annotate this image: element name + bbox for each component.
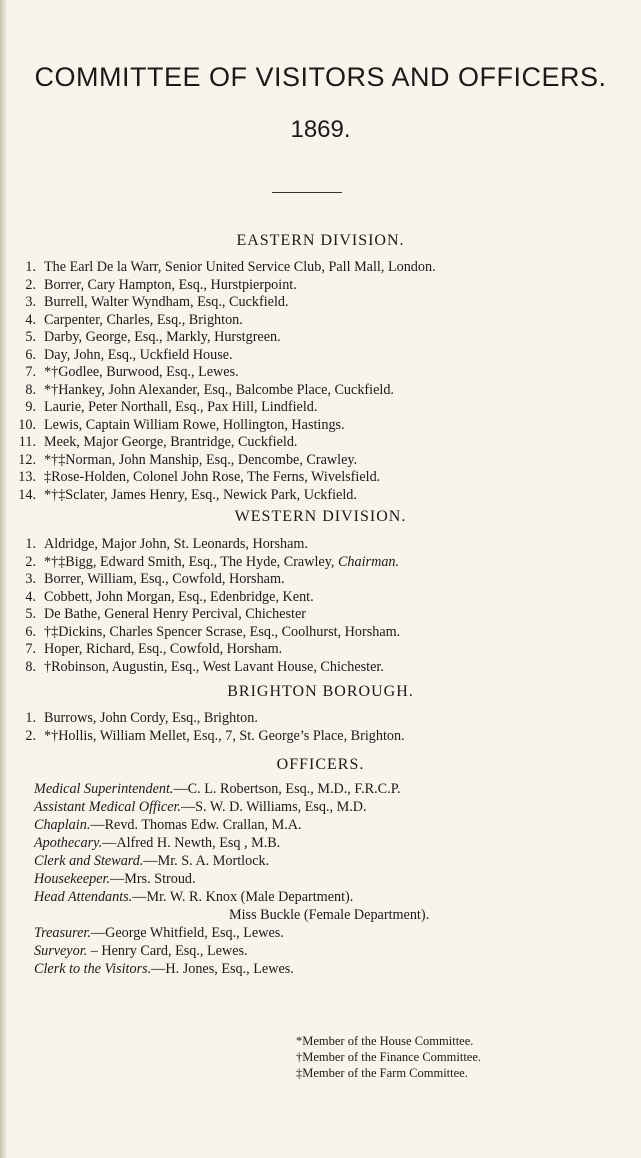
footnotes [296, 1033, 481, 1081]
officer-row [34, 834, 631, 852]
officer-row [34, 906, 631, 924]
item-number: 6. [25, 346, 36, 363]
officer-row [34, 852, 631, 870]
eastern-list-item [14, 382, 631, 400]
officer-name: —Mrs. Stroud. [110, 871, 196, 887]
eastern-list-item [14, 259, 631, 277]
officer-role: Head Attendants. [34, 889, 133, 905]
item-text: †‡Dickins, Charles Spencer Scrase, Esq., Coolhurst, Horsham. [44, 623, 401, 640]
page-title: COMMITTEE OF VISITORS AND OFFICERS. [34, 62, 607, 92]
item-text: Cobbett, John Morgan, Esq., Edenbridge, Kent. [44, 588, 314, 605]
item-number: 12. [18, 451, 36, 468]
officer-row [34, 924, 631, 942]
officer-name: Miss Buckle (Female Department). [229, 907, 430, 923]
item-text: Day, John, Esq., Uckfield House. [44, 346, 233, 363]
item-number: 10. [18, 416, 36, 433]
item-text: Borrer, William, Esq., Cowfold, Horsham. [44, 571, 285, 587]
eastern-list-item [14, 487, 631, 505]
eastern-list-item [14, 312, 631, 330]
item-text: Laurie, Peter Northall, Esq., Pax Hill, Lindfield. [44, 399, 318, 415]
item-text: Aldridge, Major John, St. Leonards, Horsham. [44, 536, 309, 552]
western-list-item [14, 641, 631, 659]
item-text: *†‡Norman, John Manship, Esq., Dencombe, Crawley. [44, 451, 358, 468]
officer-role: Clerk and Steward. [34, 853, 144, 869]
brighton-borough-heading: BRIGHTON BOROUGH. [227, 683, 414, 700]
item-number: 9. [25, 399, 36, 415]
eastern-division-heading: EASTERN DIVISION. [236, 232, 405, 249]
item-number: 2. [25, 727, 36, 744]
page-edge-shadow [0, 0, 6, 1158]
item-number: 2. [25, 276, 36, 293]
officer-name: —Revd. Thomas Edw. Crallan, M.A. [90, 817, 302, 833]
item-number: 14. [18, 486, 36, 503]
item-number: 11. [18, 434, 36, 450]
officer-row [34, 798, 631, 816]
officer-row [34, 942, 631, 960]
officer-name: —S. W. D. Williams, Esq., M.D. [180, 799, 367, 815]
footnote: *Member of the House Committee. [296, 1034, 474, 1048]
item-number: 7. [25, 641, 36, 657]
western-list-item [14, 536, 631, 554]
footnote: †Member of the Finance Committee. [296, 1050, 482, 1064]
officer-row [34, 816, 631, 834]
divider [272, 192, 342, 193]
officer-role: Housekeeper. [34, 871, 111, 887]
officer-name: —George Whitfield, Esq., Lewes. [90, 925, 284, 941]
item-number: 1. [25, 710, 36, 726]
item-text: Hoper, Richard, Esq., Cowfold, Horsham. [44, 641, 283, 657]
eastern-list-item [14, 434, 631, 452]
item-italic-text: Chairman. [337, 553, 400, 570]
brighton-list-item [14, 710, 631, 728]
eastern-list-item [14, 329, 631, 347]
officers-heading: OFFICERS. [276, 756, 365, 773]
western-division-list [14, 536, 631, 676]
officer-role: Treasurer. [34, 925, 91, 941]
item-number: 3. [25, 294, 36, 310]
item-text: *†‡Sclater, James Henry, Esq., Newick Park, Uckfield. [44, 486, 357, 503]
item-text: *†Hollis, William Mellet, Esq., 7, St. George’s Place, Brighton. [44, 727, 405, 744]
officer-name: —Alfred H. Newth, Esq , M.B. [102, 835, 281, 851]
item-number: 8. [25, 658, 36, 675]
officer-name: —Mr. S. A. Mortlock. [143, 853, 270, 869]
western-list-item [14, 589, 631, 607]
item-text: *†‡Bigg, Edward Smith, Esq., The Hyde, Crawley, [44, 553, 338, 570]
officer-role: Chaplain. [34, 817, 91, 833]
western-list-item [14, 624, 631, 642]
officer-role: Apothecary. [34, 835, 103, 851]
item-text: Meek, Major George, Brantridge, Cuckfield. [44, 434, 298, 450]
officer-role: Clerk to the Visitors. [34, 961, 152, 977]
officer-row [34, 888, 631, 906]
brighton-list-item [14, 728, 631, 746]
eastern-list-item [14, 452, 631, 470]
western-list-item [14, 606, 631, 624]
eastern-list-item [14, 277, 631, 295]
item-number: 1. [25, 259, 36, 275]
eastern-list-item [14, 399, 631, 417]
western-list-item [14, 571, 631, 589]
item-text: ‡Rose-Holden, Colonel John Rose, The Ferns, Wivelsfield. [44, 469, 381, 485]
officer-role: Surveyor. [34, 943, 88, 959]
item-number: 4. [25, 311, 36, 328]
item-number: 2. [25, 553, 36, 570]
officer-row [34, 960, 631, 978]
year: 1869. [290, 116, 351, 143]
item-text: De Bathe, General Henry Percival, Chichester [44, 606, 306, 622]
item-text: Burrows, John Cordy, Esq., Brighton. [44, 710, 258, 726]
item-number: 1. [25, 536, 36, 552]
eastern-list-item [14, 417, 631, 435]
brighton-borough-list [14, 710, 631, 745]
officer-name: – Henry Card, Esq., Lewes. [87, 943, 248, 959]
officer-role: Medical Superintendent. [34, 781, 174, 797]
item-text: †Robinson, Augustin, Esq., West Lavant House, Chichester. [44, 658, 384, 675]
item-text: Carpenter, Charles, Esq., Brighton. [44, 311, 243, 328]
item-number: 3. [25, 571, 36, 587]
item-text: Burrell, Walter Wyndham, Esq., Cuckfield. [44, 294, 289, 310]
item-number: 6. [25, 623, 36, 640]
eastern-list-item [14, 347, 631, 365]
item-text: Borrer, Cary Hampton, Esq., Hurstpierpoint. [44, 276, 297, 293]
officer-role: Assistant Medical Officer. [34, 799, 181, 815]
officer-name: —H. Jones, Esq., Lewes. [151, 961, 294, 977]
eastern-division-list [14, 259, 631, 504]
officer-name: —C. L. Robertson, Esq., M.D., F.R.C.P. [173, 781, 401, 797]
item-text: The Earl De la Warr, Senior United Service Club, Pall Mall, London. [44, 259, 436, 275]
officers-list [34, 780, 631, 978]
item-number: 8. [25, 381, 36, 398]
item-number: 5. [25, 606, 36, 622]
item-number: 5. [25, 329, 36, 345]
item-text: *†Hankey, John Alexander, Esq., Balcombe Place, Cuckfield. [44, 381, 394, 398]
eastern-list-item [14, 294, 631, 312]
item-number: 4. [25, 588, 36, 605]
footnote: ‡Member of the Farm Committee. [296, 1066, 468, 1080]
western-division-heading: WESTERN DIVISION. [234, 508, 407, 525]
item-text: Lewis, Captain William Rowe, Hollington, Hastings. [44, 416, 345, 433]
eastern-list-item [14, 469, 631, 487]
officer-row [34, 780, 631, 798]
item-text: *†Godlee, Burwood, Esq., Lewes. [44, 364, 239, 380]
eastern-list-item [14, 364, 631, 382]
item-text: Darby, George, Esq., Markly, Hurstgreen. [44, 329, 281, 345]
western-list-item [14, 554, 631, 572]
officer-name: —Mr. W. R. Knox (Male Department). [132, 889, 354, 905]
item-number: 7. [25, 364, 36, 380]
western-list-item [14, 659, 631, 677]
item-number: 13. [18, 469, 36, 485]
officer-row [34, 870, 631, 888]
